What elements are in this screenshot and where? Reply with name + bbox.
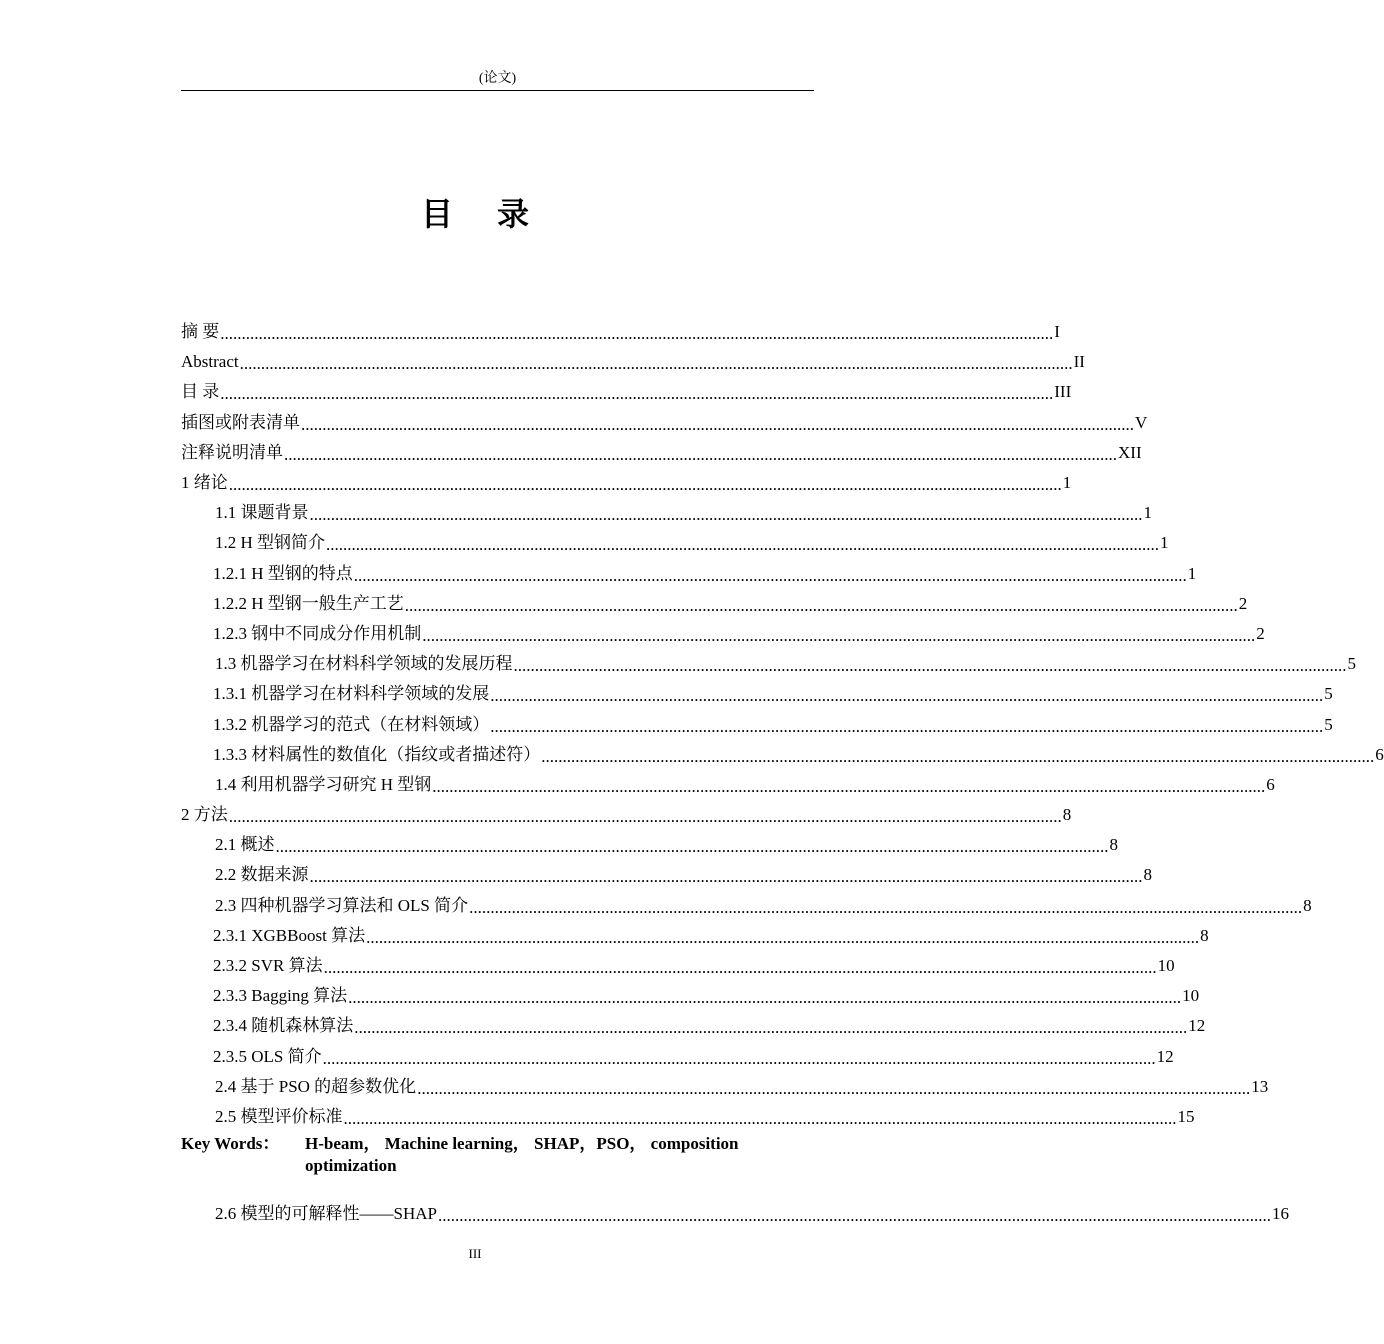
- toc-entry-label: 2.6 模型的可解释性——SHAP: [215, 1204, 437, 1224]
- toc-entry[interactable]: [181, 528, 1169, 558]
- toc-entry[interactable]: [181, 1199, 1289, 1229]
- title-char-2: 录: [497, 195, 530, 233]
- toc-dot-leader: ....................................................................................................................................................................................................: [284, 444, 1117, 464]
- toc-entry-page: 5: [1324, 714, 1333, 734]
- toc-dot-leader: ....................................................................................................................................................................................................: [322, 1048, 1156, 1068]
- toc-entry[interactable]: [181, 1042, 1174, 1072]
- toc-entry-page: 8: [1109, 835, 1118, 855]
- toc-entry-label: 2.3.3 Bagging 算法: [213, 986, 348, 1006]
- toc-dot-leader: ....................................................................................................................................................................................................: [490, 686, 1324, 706]
- toc-entry-label: 目 录: [181, 382, 220, 402]
- toc-entry-page: 8: [1200, 925, 1209, 945]
- toc-entry[interactable]: [181, 1072, 1269, 1102]
- toc-entry[interactable]: [181, 317, 1060, 347]
- toc-entry-page: I: [1054, 322, 1060, 342]
- toc-entry-label: 注释说明清单: [181, 442, 283, 462]
- toc-dot-leader: ....................................................................................................................................................................................................: [404, 595, 1238, 615]
- toc-entry[interactable]: [181, 740, 1384, 770]
- toc-entry-page: 8: [1143, 865, 1152, 885]
- toc-dot-leader: ....................................................................................................................................................................................................: [437, 1206, 1271, 1226]
- toc-entry-label: 插图或附表清单: [181, 412, 300, 432]
- toc-entry-label: 摘 要: [181, 322, 220, 342]
- toc-dot-leader: ....................................................................................................................................................................................................: [348, 988, 1182, 1008]
- toc-entry-page: 1: [1143, 503, 1152, 523]
- toc-entry[interactable]: [181, 559, 1197, 589]
- page-header: (论文): [478, 71, 517, 86]
- toc-entry-label: 2.5 模型评价标准: [215, 1106, 343, 1126]
- toc-entry[interactable]: [181, 438, 1142, 468]
- toc-entry[interactable]: [181, 1102, 1195, 1132]
- toc-entry-label: 1.3 机器学习在材料科学领域的发展历程: [215, 654, 513, 674]
- toc-entry[interactable]: [181, 770, 1275, 800]
- toc-entry-label: 1.3.2 机器学习的范式（在材料领域）: [213, 714, 490, 734]
- toc-dot-leader: ....................................................................................................................................................................................................: [432, 776, 1266, 796]
- toc-entry[interactable]: [181, 800, 1072, 830]
- toc-dot-leader: ....................................................................................................................................................................................................: [422, 625, 1256, 645]
- toc-dot-leader: ....................................................................................................................................................................................................: [309, 505, 1143, 525]
- toc-entry-page: 1: [1062, 473, 1072, 493]
- toc-entry[interactable]: [181, 377, 1072, 407]
- toc-dot-leader: ....................................................................................................................................................................................................: [239, 354, 1073, 374]
- toc-entry-page: II: [1073, 352, 1085, 372]
- toc-dot-leader: ....................................................................................................................................................................................................: [366, 927, 1200, 947]
- toc-entry-label: 2 方法: [181, 805, 228, 825]
- toc-entry-page: 6: [1375, 744, 1384, 764]
- keywords-text: H-beam， Machine learning， SHAP，PSO， composition optimization: [305, 1134, 739, 1175]
- toc-dot-leader: ....................................................................................................................................................................................................: [220, 324, 1054, 344]
- toc-dot-leader: ....................................................................................................................................................................................................: [326, 535, 1160, 555]
- toc-entry-page: III: [1054, 382, 1072, 402]
- toc-entry-label: 2.3.4 随机森林算法: [213, 1016, 354, 1036]
- toc-entry-page: 6: [1266, 774, 1275, 794]
- toc-entry-label: 2.3 四种机器学习算法和 OLS 简介: [215, 895, 469, 915]
- toc-dot-leader: ....................................................................................................................................................................................................: [541, 746, 1375, 766]
- toc-entry[interactable]: [181, 589, 1248, 619]
- toc-entry-page: 8: [1062, 805, 1072, 825]
- toc-entry[interactable]: [181, 619, 1265, 649]
- toc-dot-leader: ....................................................................................................................................................................................................: [275, 837, 1109, 857]
- toc-entry-page: 10: [1157, 956, 1175, 976]
- toc-dot-leader: ....................................................................................................................................................................................................: [309, 867, 1143, 887]
- toc-dot-leader: ....................................................................................................................................................................................................: [343, 1108, 1177, 1128]
- toc-entry[interactable]: [181, 498, 1152, 528]
- toc-entry-label: 2.2 数据来源: [215, 865, 309, 885]
- toc-entry-page: XII: [1118, 442, 1142, 462]
- header-rule: [181, 90, 814, 91]
- toc-entry-label: 2.3.1 XGBBoost 算法: [213, 925, 366, 945]
- toc-entry-label: 1.2.3 钢中不同成分作用机制: [213, 623, 422, 643]
- toc-entry-label: 1.2.2 H 型钢一般生产工艺: [213, 593, 404, 613]
- toc-entry[interactable]: [181, 468, 1072, 498]
- page-number: III: [468, 1246, 482, 1261]
- toc-dot-leader: ....................................................................................................................................................................................................: [417, 1078, 1251, 1098]
- toc-entry[interactable]: [181, 347, 1085, 377]
- toc-entry[interactable]: [181, 830, 1118, 860]
- toc-entry-page: 5: [1347, 654, 1356, 674]
- page-title: [0, 192, 950, 236]
- toc-dot-leader: ....................................................................................................................................................................................................: [228, 807, 1062, 827]
- toc-entry-label: 1.3.3 材料属性的数值化（指纹或者描述符）: [213, 744, 541, 764]
- toc-entry-page: 1: [1187, 563, 1197, 583]
- toc-dot-leader: ....................................................................................................................................................................................................: [354, 1018, 1188, 1038]
- toc-entry-label: 1.3.1 机器学习在材料科学领域的发展: [213, 684, 490, 704]
- toc-entry-label: 2.3.5 OLS 简介: [213, 1046, 322, 1066]
- toc-dot-leader: ....................................................................................................................................................................................................: [323, 958, 1157, 978]
- toc-entry[interactable]: [181, 860, 1152, 890]
- toc-entry[interactable]: [181, 709, 1333, 739]
- toc-entry-page: 1: [1160, 533, 1169, 553]
- toc-entry[interactable]: [181, 951, 1175, 981]
- toc-dot-leader: ....................................................................................................................................................................................................: [353, 565, 1187, 585]
- toc-dot-leader: ....................................................................................................................................................................................................: [490, 716, 1324, 736]
- toc-entry-page: 12: [1188, 1016, 1206, 1036]
- toc-entry-label: 1.2.1 H 型钢的特点: [213, 563, 353, 583]
- toc-entry-page: 10: [1182, 986, 1200, 1006]
- toc-entry-page: 16: [1271, 1204, 1289, 1224]
- toc-entry[interactable]: [181, 891, 1312, 921]
- toc-entry[interactable]: [181, 981, 1200, 1011]
- toc-entry[interactable]: [181, 921, 1209, 951]
- toc-entry-label: 1 绪论: [181, 473, 228, 493]
- table-of-contents: [181, 317, 1384, 1132]
- toc-entry-page: 5: [1324, 684, 1333, 704]
- toc-entry-label: Abstract: [181, 352, 239, 372]
- toc-entry-label: 1.1 课题背景: [215, 503, 309, 523]
- toc-entry-label: 2.3.2 SVR 算法: [213, 956, 323, 976]
- toc-dot-leader: ....................................................................................................................................................................................................: [301, 414, 1134, 434]
- toc-entry-label: 2.4 基于 PSO 的超参数优化: [215, 1076, 417, 1096]
- table-of-contents-continued: [181, 1199, 1289, 1229]
- toc-dot-leader: ....................................................................................................................................................................................................: [513, 656, 1347, 676]
- toc-entry-label: 1.4 利用机器学习研究 H 型钢: [215, 774, 432, 794]
- title-char-1: 目: [420, 195, 453, 233]
- toc-entry[interactable]: [181, 679, 1333, 709]
- toc-entry-page: 13: [1251, 1076, 1269, 1096]
- toc-entry-page: 8: [1303, 895, 1312, 915]
- keywords-label: Key Words：: [181, 1134, 280, 1153]
- toc-dot-leader: ....................................................................................................................................................................................................: [228, 475, 1062, 495]
- toc-entry-page: 2: [1238, 593, 1248, 613]
- toc-entry-page: 12: [1156, 1046, 1174, 1066]
- toc-entry[interactable]: [181, 649, 1356, 679]
- toc-entry-page: 15: [1177, 1106, 1195, 1126]
- toc-dot-leader: ....................................................................................................................................................................................................: [220, 384, 1054, 404]
- toc-entry-label: 1.2 H 型钢简介: [215, 533, 326, 553]
- toc-entry-page: V: [1135, 412, 1148, 432]
- toc-dot-leader: ....................................................................................................................................................................................................: [469, 897, 1303, 917]
- toc-entry-label: 2.1 概述: [215, 835, 275, 855]
- toc-entry[interactable]: [181, 1011, 1206, 1041]
- toc-entry-page: 2: [1256, 623, 1265, 643]
- toc-entry[interactable]: [181, 408, 1148, 438]
